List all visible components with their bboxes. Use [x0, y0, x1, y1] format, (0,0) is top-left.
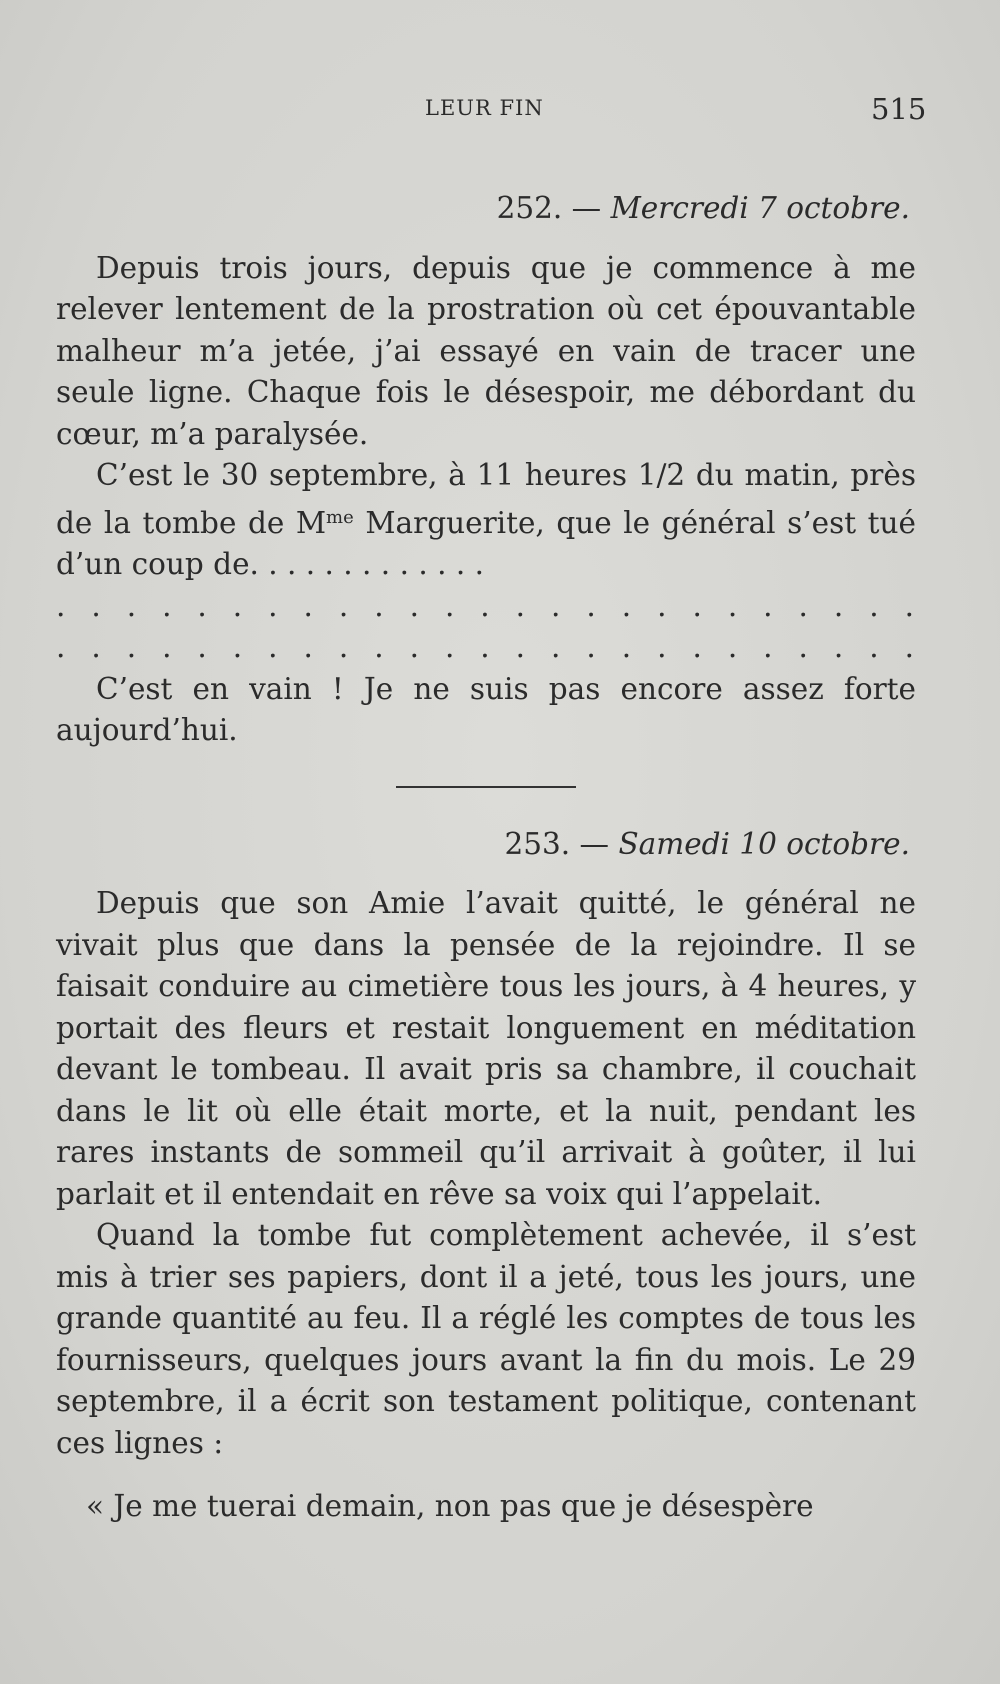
entry-252-p2-dots: . . . . . . . . . . . . . — [249, 547, 484, 581]
entry-253-date: Samedi 10 octobre. — [618, 826, 910, 861]
entry-253-paragraph-2: Quand la tombe fut complètement achevée, il s’est mis à trier ses papiers, dont il a jeté, tous les jours, une grande quantité au feu. Il a réglé les comptes de tous les fournisseurs, quelques jours avant la fin du mois. Le 29 septembre, il a écrit son testament politique, contenant ces lignes : — [56, 1218, 916, 1460]
ellipsis-line-1: . . . . . . . . . . . . . . . . . . . . . . . . . — [56, 588, 916, 623]
entry-252-date: Mercredi 7 octobre. — [610, 191, 910, 225]
entry-253-heading — [56, 824, 916, 866]
entry-252-paragraph-1: Depuis trois jours, depuis que je commence à me relever lentement de la prostration où cet épouvantable malheur m’a jetée, j’ai essayé en vain de tracer une seule ligne. Chaque fois le désespoir, me débordant du cœur, m’a paralysée. — [56, 250, 916, 451]
entry-252-number: 252. — — [496, 191, 602, 225]
entry-252-p2-text-a: C’est le 30 septembre, à 11 heures 1/2 du matin, près de la tombe de M — [56, 458, 916, 540]
entry-252-paragraph-3: C’est en vain ! Je ne suis pas encore assez forte aujourd’hui. — [56, 671, 916, 747]
entry-252-paragraph-2 — [56, 455, 916, 586]
entry-252-p2-superscript: me — [326, 506, 354, 528]
entry-253-paragraph-1: Depuis que son Amie l’avait quitté, le général ne vivait plus que dans la pensée de la rejoindre. Il se faisait conduire au cimetière tous les jours, à 4 heures, y portait des fleurs et restait longuement en méditation devant le tombeau. Il avait pris sa chambre, il couchait dans le lit où elle était morte, et la nuit, pendant les rares instants de sommeil qu’il arrivait à goûter, il lui parlait et il entendait en rêve sa voix qui l’appelait. — [56, 886, 916, 1211]
entry-252-p2-text-b: Marguerite, que le général s’est tué d’un coup de — [56, 505, 916, 581]
running-head: LEUR FIN — [425, 96, 544, 120]
entry-253-quote: « Je me tuerai demain, non pas que je désespère — [86, 1489, 814, 1523]
page-number: 515 — [871, 92, 927, 126]
section-divider — [396, 786, 576, 788]
entry-253-number: 253. — — [504, 826, 610, 861]
page-body — [56, 188, 916, 1528]
entry-252-heading — [56, 188, 916, 230]
ellipsis-line-2: . . . . . . . . . . . . . . . . . . . . . . . . . — [56, 630, 916, 664]
page-header — [0, 92, 1000, 136]
